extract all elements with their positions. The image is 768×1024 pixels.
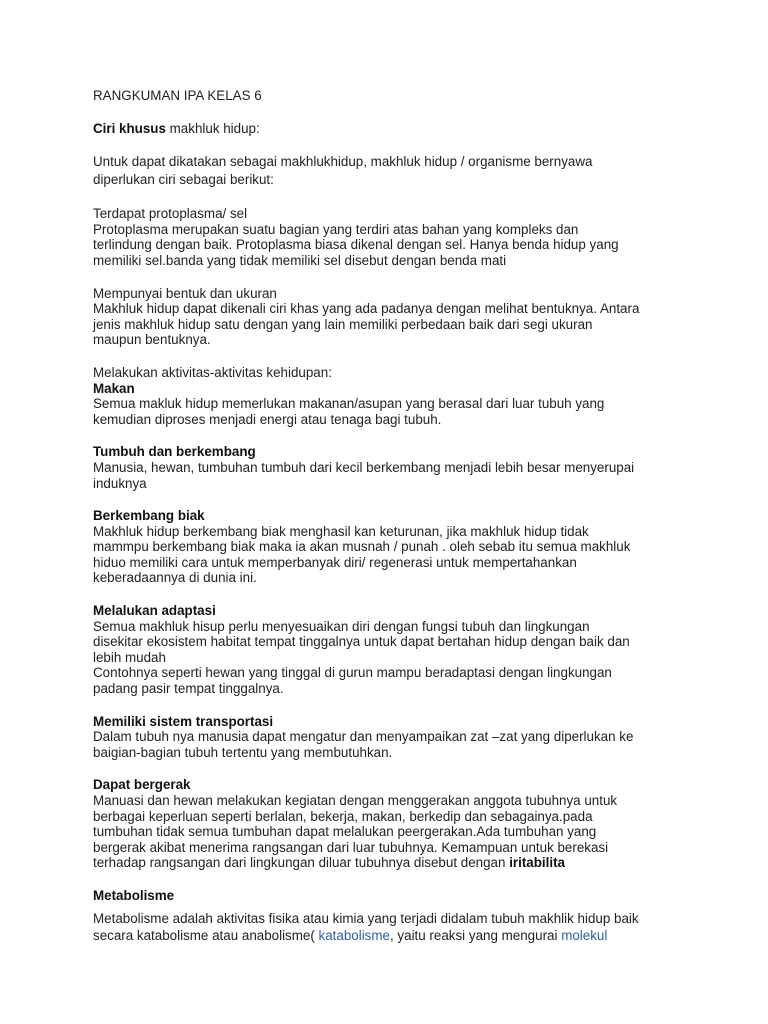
subheading-adaptasi: Melalukan adaptasi bbox=[93, 603, 216, 619]
section-transportasi bbox=[93, 714, 708, 761]
section-tumbuh bbox=[93, 444, 708, 491]
paragraph-line: Metabolisme adalah aktivitas fisika atau kimia yang terjadi didalam tubuh makhlik hidup baik bbox=[93, 910, 639, 926]
paragraph-line bbox=[93, 927, 708, 944]
link-molekul[interactable]: molekul bbox=[561, 927, 608, 943]
paragraph-text: terhadap rangsangan dari lingkungan diluar tubuhnya disebut dengan bbox=[93, 855, 510, 871]
heading-ciri-khusus-bold: Ciri khusus bbox=[93, 120, 166, 136]
intro-paragraph bbox=[93, 153, 708, 189]
paragraph-line: Makhluk hidup berkembang biak menghasil kan keturunan, jika makhluk hidup tidak bbox=[93, 523, 589, 539]
paragraph-text: , yaitu reaksi yang mengurai bbox=[389, 927, 562, 943]
section-berkembang-biak bbox=[93, 508, 708, 586]
paragraph-line: Semua makhluk hisup perlu menyesuaikan diri dengan fungsi tubuh dan lingkungan bbox=[93, 618, 590, 634]
paragraph-line: baigian-bagian tubuh tertentu yang membutuhkan. bbox=[93, 744, 393, 760]
section-label: Terdapat protoplasma/ sel bbox=[93, 206, 248, 222]
paragraph-line: kemudian diproses menjadi energi atau tenaga bagi tubuh. bbox=[93, 411, 442, 427]
paragraph-line: berbagai keperluan seperti berlalan, bekerja, makan, berkedip dan sebagainya.pada bbox=[93, 808, 593, 824]
subheading-transportasi: Memiliki sistem transportasi bbox=[93, 713, 274, 729]
paragraph-line: mammpu berkembang biak maka ia akan musnah / punah . oleh sebab itu semua makhluk bbox=[93, 539, 631, 555]
subheading-makan: Makan bbox=[93, 380, 135, 396]
heading-ciri-khusus bbox=[93, 121, 708, 137]
paragraph-line: Contohnya seperti hewan yang tinggal di gurun mampu beradaptasi dengan lingkungan bbox=[93, 665, 612, 681]
paragraph-line: tumbuhan tidak semua tumbuhan dapat melalukan peergerakan.Ada tumbuhan yang bbox=[93, 824, 597, 840]
subheading-bergerak: Dapat bergerak bbox=[93, 777, 191, 793]
paragraph-line: maupun bentuknya. bbox=[93, 332, 211, 348]
section-adaptasi bbox=[93, 603, 708, 697]
paragraph-line: jenis makhluk hidup satu dengan yang lain memiliki perbedaan baik dari segi ukuran bbox=[93, 316, 593, 332]
paragraph-text: secara katabolisme atau anabolisme( bbox=[93, 927, 319, 943]
paragraph-line: Manusia, hewan, tumbuhan tumbuh dari kecil berkembang menjadi lebih besar menyerupai bbox=[93, 459, 635, 475]
section-label: Melakukan aktivitas-aktivitas kehidupan: bbox=[93, 364, 332, 380]
section-bergerak bbox=[93, 777, 708, 871]
section-label: Mempunyai bentuk dan ukuran bbox=[93, 285, 277, 301]
section-protoplasma bbox=[93, 206, 708, 268]
section-bentuk bbox=[93, 286, 708, 348]
paragraph-line: lebih mudah bbox=[93, 649, 166, 665]
document-title: RANGKUMAN IPA KELAS 6 bbox=[93, 88, 262, 103]
paragraph-line: Dalam tubuh nya manusia dapat mengatur dan menyampaikan zat –zat yang diperlukan ke bbox=[93, 729, 634, 745]
section-aktivitas bbox=[93, 365, 708, 427]
paragraph-line: Manuasi dan hewan melakukan kegiatan dengan menggerakan anggota tubuhnya untuk bbox=[93, 793, 618, 808]
subheading-tumbuh: Tumbuh dan berkembang bbox=[93, 444, 256, 460]
paragraph-line: Semua makluk hidup memerlukan makanan/asupan yang berasal dari luar tubuh yang bbox=[93, 396, 605, 412]
paragraph-line: Protoplasma merupakan suatu bagian yang terdiri atas bahan yang kompleks dan bbox=[93, 221, 579, 237]
intro-line: Untuk dapat dikatakan sebagai makhlukhidup, makhluk hidup / organisme bernyawa bbox=[93, 154, 593, 170]
paragraph-line: memiliki sel.banda yang tidak memiliki sel disebut dengan benda mati bbox=[93, 252, 507, 268]
section-metabolisme bbox=[93, 888, 708, 944]
subheading-metabolisme: Metabolisme bbox=[93, 887, 175, 903]
paragraph-line: Makhluk hidup dapat dikenali ciri khas yang ada padanya dengan melihat bentuknya. Antara bbox=[93, 301, 640, 317]
link-katabolisme[interactable]: katabolisme bbox=[318, 927, 390, 943]
paragraph-line: bergerak akibat menerima rangsangan dari luar tubuhnya. Kemampuan untuk berekasi bbox=[93, 839, 609, 855]
paragraph-line: hiduo memiliki cara untuk memperbanyak diri/ regenerasi untuk mempertahankan bbox=[93, 554, 577, 570]
paragraph-line-last bbox=[93, 855, 708, 871]
paragraph-line: keberadaannya di dunia ini. bbox=[93, 570, 257, 586]
subheading-berkembang-biak: Berkembang biak bbox=[93, 508, 205, 524]
paragraph-line: induknya bbox=[93, 475, 147, 491]
heading-ciri-khusus-rest: makhluk hidup: bbox=[165, 120, 260, 136]
paragraph-line: padang pasir tempat tinggalnya. bbox=[93, 681, 284, 697]
term-iritabilita: iritabilita bbox=[509, 855, 565, 871]
intro-line: diperlukan ciri sebagai berikut: bbox=[93, 172, 274, 188]
paragraph-line: terlindung dengan baik. Protoplasma biasa dikenal dengan sel. Hanya benda hidup yang bbox=[93, 237, 619, 253]
paragraph-line: disekitar ekosistem habitat tempat tinggalnya untuk dapat bertahan hidup dengan baik dan bbox=[93, 634, 630, 650]
